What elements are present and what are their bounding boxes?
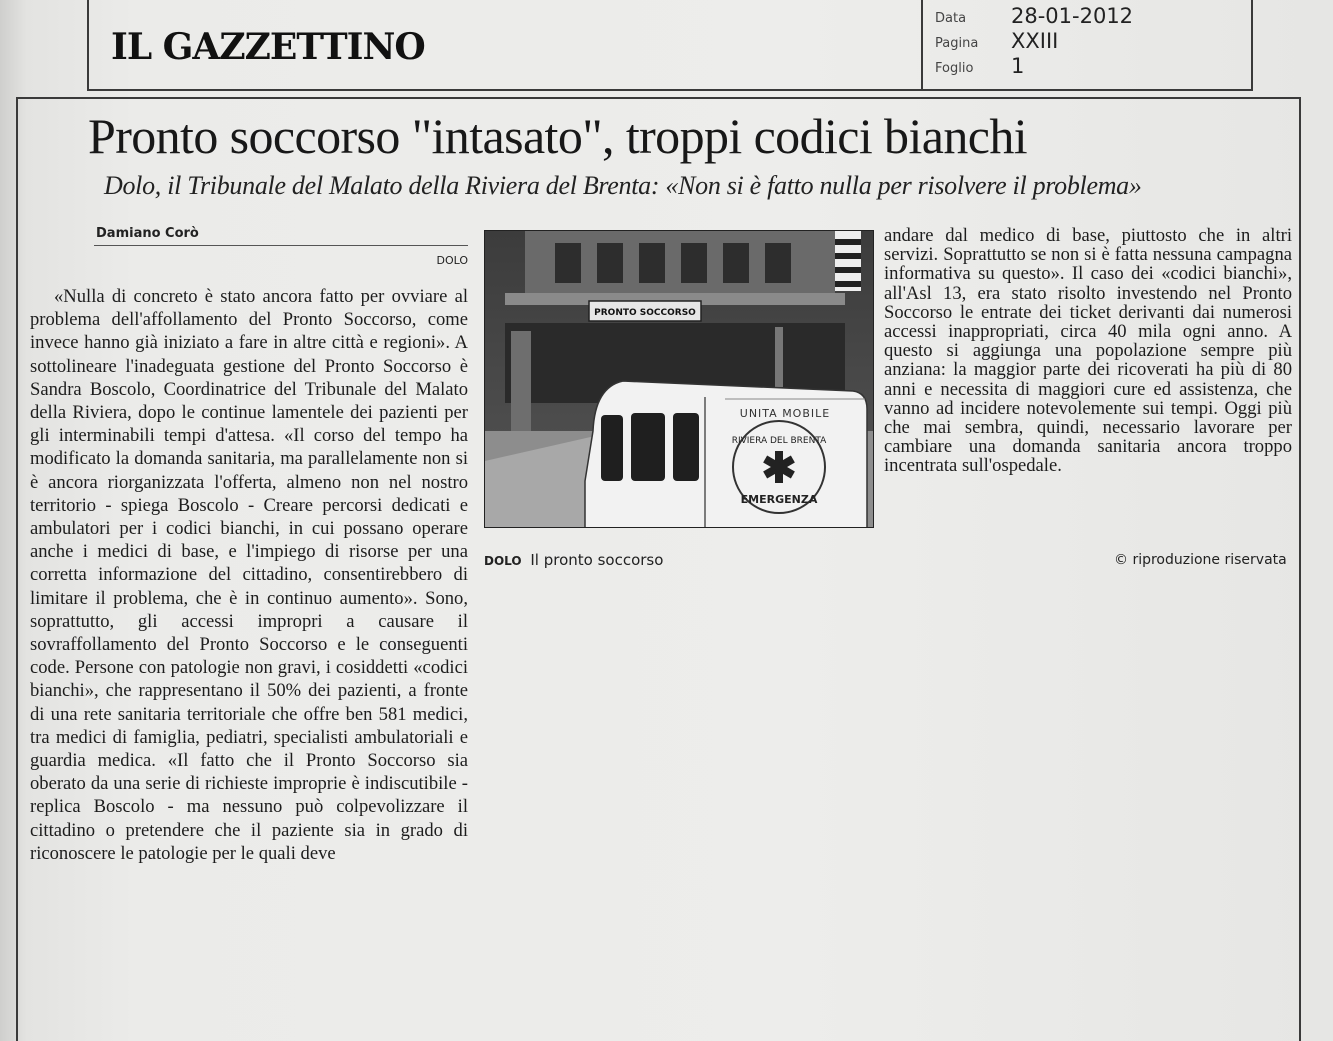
van-text-emergenza: EMERGENZA — [740, 493, 818, 506]
sheet-label: Foglio — [935, 61, 974, 76]
copyright-notice: © riproduzione riservata — [1114, 552, 1287, 568]
striped-pole — [835, 231, 861, 291]
caption-text: Il pronto soccorso — [530, 551, 664, 569]
article-body-left: «Nulla di concreto è stato ancora fatto per ovviare al problema dell'affollamento del Pronto Soccorso, come invece hanno già iniziato a fare in altre città e regioni». A sottolineare l'inadeguata gestione del Pronto Soccorso è Sandra Boscolo, Coordinatrice del Tribunale del Malato della Riviera, dopo le continue lamentele dei pazienti per gli interminabili tempi d'attesa. «Il corso del tempo ha modificato la domanda sanitaria, ma parallelamente non si è ancora riorganizzata l'offerta, almeno non nel nostro territorio - spiega Boscolo - Creare percorsi dedicati e ambulatori per i codici bianchi, in cui possano operare anche i medici di base, e l'impiego di risorse per una corretta informazione del cittadino, consentirebbero di limitare il problema, che è in continuo aumento». Sono, soprattutto, gli accessi impropri a causare il sovraffollamento del Pronto Soccorso e le conseguenti code. Persone con patologie non gravi, i cosiddetti «codici bianchi», che rappresentano il 50% dei pazienti, a fronte di una rete sanitaria territoriale che offre ben 581 medici, tra medici di famiglia, pediatri, specialisti ambulatoriali e guardia medica. «Il fatto che il Pronto Soccorso sia oberato da una serie di richieste improprie è indiscutibile - replica Boscolo - ma nessuno può colpevolizzare il cittadino o pretendere che il paziente sia in grado di riconoscere le patologie per le quali deve — [30, 286, 468, 864]
article-dateline: DOLO — [436, 254, 468, 267]
page-label: Pagina — [935, 36, 979, 51]
page-value: XXIII — [1011, 29, 1059, 53]
date-value: 28-01-2012 — [1011, 4, 1134, 28]
meta-date-row — [935, 4, 1245, 30]
photo-illustration — [485, 231, 874, 528]
article-body-left-column — [30, 285, 468, 1037]
meta-sheet-row — [935, 54, 1245, 80]
meta-box — [921, 0, 1255, 91]
photo-caption — [484, 551, 663, 569]
date-label: Data — [935, 11, 967, 26]
sign-text: PRONTO SOCCORSO — [594, 308, 696, 318]
article-subheadline: Dolo, il Tribunale del Malato della Riviera del Brenta: «Non si è fatto nulla per risolvere il problema» — [104, 171, 1142, 200]
header-box — [87, 0, 1253, 91]
meta-page-row — [935, 29, 1245, 55]
byline-rule — [94, 245, 468, 246]
van-text-riviera: RIVIERA DEL BRENTA — [731, 436, 827, 446]
article-body-right-column — [884, 226, 1292, 548]
article-photo — [484, 230, 874, 528]
ambulance — [585, 381, 867, 528]
van-text-unita-mobile: UNITA MOBILE — [739, 407, 831, 420]
masthead: IL GAZZETTINO — [111, 26, 425, 68]
sheet-value: 1 — [1011, 54, 1025, 78]
article-body-right: andare dal medico di base, piuttosto che in altri servizi. Soprattutto se non si è fatta nessuna campagna informativa su questo». Il caso dei «codici bianchi», all'Asl 13, era stato risolto investendo nel Pronto Soccorso le entrate dei ticket derivanti dai numerosi accessi inappropriati, circa 40 mila ogni anno. A questo si aggiunga una popolazione sempre più anziana: la maggior parte dei ricoverati ha più di 80 anni e necessita di maggiori cure ed assistenza, che vanno ad incidere notevolemente sui tempi. Oggi più che mai sembra, quindi, necessario lavorare per cambiare una domanda sanitaria ancora troppo incentrata sull'ospedale. — [884, 226, 1292, 477]
article-headline: Pronto soccorso "intasato", troppi codici bianchi — [88, 108, 1028, 164]
caption-tag: DOLO — [484, 554, 522, 568]
article-byline: Damiano Corò — [96, 226, 199, 241]
